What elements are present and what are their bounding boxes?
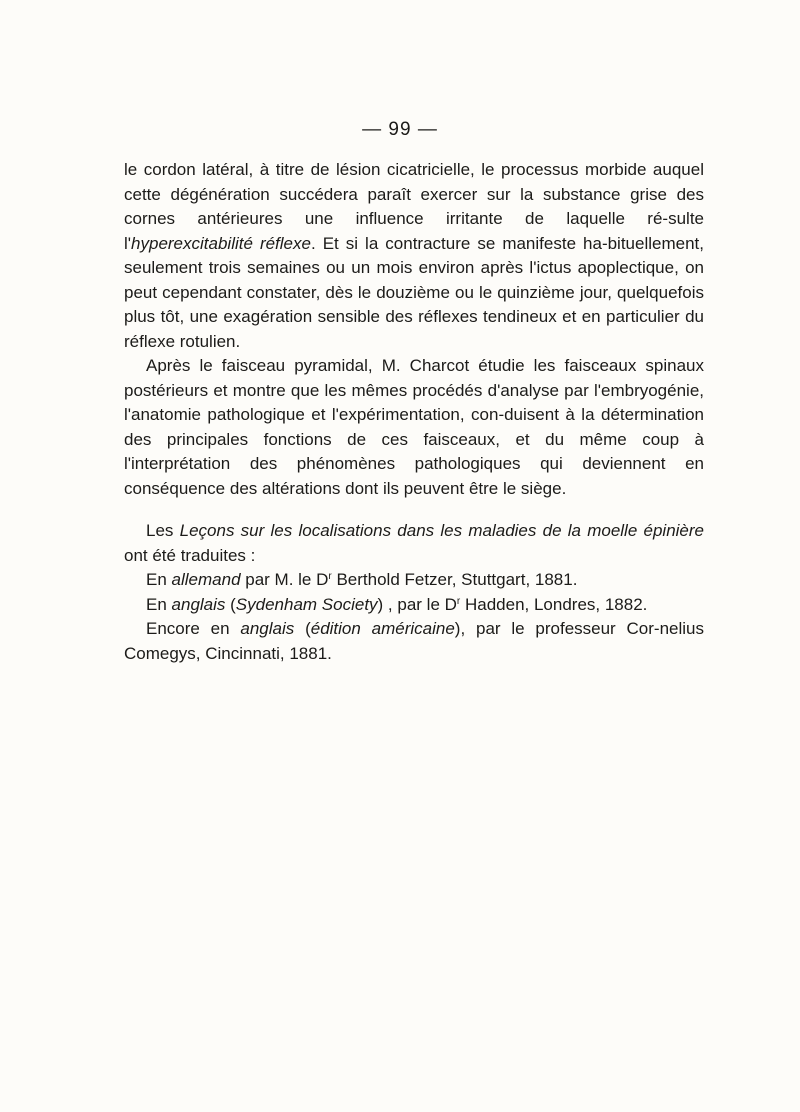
translations-intro [124, 519, 704, 568]
paragraph1-text-a: le cordon latéral, à titre de lésion cicatricielle, le processus morbide auquel cette dégénération succédera paraît exercer sur la substance grise des cornes antérieures une influence irritante de laquelle ré-sulte l' [124, 160, 704, 253]
english-rest: Hadden, Londres, 1882. [460, 594, 648, 614]
body-text [124, 158, 704, 666]
german-prefix: En [146, 570, 172, 589]
english-middle: ) , par le D [377, 594, 457, 614]
intro-suffix: ont été traduites : [124, 545, 256, 565]
american-rest: ), par le professeur Cor-nelius Comegys, Cincinnati, 1881. [124, 619, 704, 663]
american-open: ( [294, 619, 311, 638]
english-prefix: En [146, 594, 172, 614]
american-edition: édition américaine [310, 619, 455, 638]
english-language: anglais [171, 594, 226, 614]
german-middle: par M. le D [240, 570, 329, 589]
translation-american [124, 617, 704, 666]
translation-german [124, 568, 704, 593]
page-number: — 99 — [362, 119, 438, 140]
paragraph-continuation [124, 158, 704, 354]
american-prefix: Encore en [146, 619, 241, 638]
translation-english [124, 593, 704, 618]
german-language: allemand [171, 570, 241, 589]
german-sup: r [328, 571, 332, 582]
english-sup: r [456, 595, 461, 607]
american-language: anglais [240, 619, 295, 638]
paragraph-charcot: Après le faisceau pyramidal, M. Charcot étudie les faisceaux spinaux postérieurs et montre que les mêmes procédés d'analyse par l'embryogénie, l'anatomie pathologique et l'expérimentation, con-duisent à la détermination des principales fonctions de ces faisceaux, et du même coup à l'interprétation des phénomènes pathologiques qui deviennent en conséquence des altérations dont ils peuvent être le siège. [124, 356, 704, 498]
english-society: Sydenham Society [235, 594, 378, 614]
intro-prefix: Les [146, 521, 180, 540]
german-rest: Berthold Fetzer, Stuttgart, 1881. [331, 570, 578, 589]
book-title: Leçons sur les localisations dans les maladies de la moelle épinière [179, 521, 704, 540]
paragraph1-text-b: . Et si la contracture se manifeste ha-bituellement, seulement trois semaines ou un mois environ après l'ictus apoplectique, on peut cependant constater, dès le douzième ou le quinzième jour, quelquefois plus tôt, une exagération sensible des réflexes tendineux et en particulier du réflexe rotulien. [124, 233, 704, 351]
paragraph1-emphasis: hyperexcitabilité réflexe [131, 233, 311, 253]
english-open: ( [225, 594, 236, 614]
